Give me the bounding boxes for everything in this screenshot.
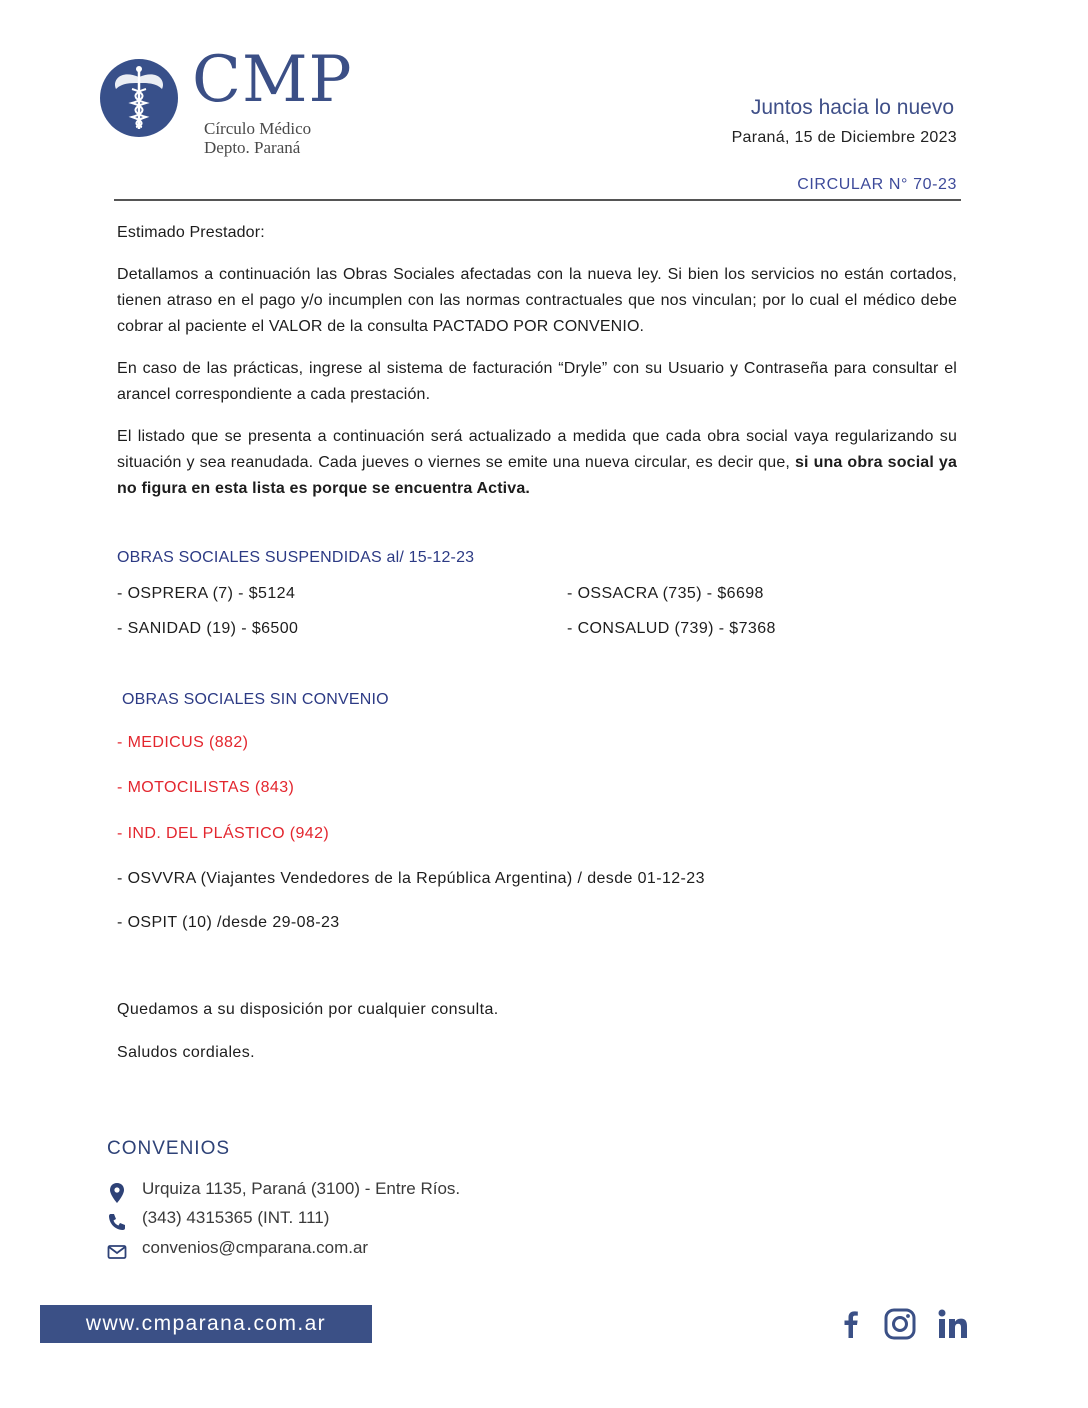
suspended-item: - OSSACRA (735) - $6698 bbox=[567, 585, 764, 602]
closing-salutation: Saludos cordiales. bbox=[117, 1044, 255, 1061]
no-agreement-item: - MOTOCILISTAS (843) bbox=[117, 779, 295, 796]
paragraph-3 bbox=[117, 424, 957, 502]
logo-subtitle bbox=[204, 119, 311, 157]
address: Urquiza 1135, Paraná (3100) - Entre Ríos. bbox=[142, 1179, 461, 1198]
no-agreement-section-title: OBRAS SOCIALES SIN CONVENIO bbox=[122, 691, 389, 708]
paragraph-1: Detallamos a continuación las Obras Sociales afectadas con la nueva ley. Si bien los servicios no están cortados, tienen atraso en el pago y/o incumplen con las normas contractuales que nos vinculan; por lo cual el médico debe cobrar al paciente el VALOR de la consulta PACTADO POR CONVENIO. bbox=[117, 266, 957, 335]
logo-subtitle-line-1: Círculo Médico bbox=[204, 119, 312, 138]
logo-subtitle-line-2: Depto. Paraná bbox=[204, 138, 301, 157]
suspended-section-title: OBRAS SOCIALES SUSPENDIDAS al/ 15-12-23 bbox=[117, 549, 475, 566]
instagram-icon[interactable] bbox=[883, 1307, 917, 1341]
linkedin-icon[interactable] bbox=[936, 1307, 970, 1341]
paragraph-3-text: El listado que se presenta a continuación será actualizado a medida que cada obra social vaya regularizando su situación y sea reanudada. Cada jueves o viernes se emite una nueva circular, es decir que, bbox=[117, 428, 957, 471]
no-agreement-item: - OSVVRA (Viajantes Vendedores de la República Argentina) / desde 01-12-23 bbox=[117, 870, 705, 887]
mail-icon bbox=[106, 1241, 128, 1263]
no-agreement-item: - MEDICUS (882) bbox=[117, 734, 249, 751]
logo-emblem bbox=[100, 59, 178, 137]
caduceus-icon bbox=[100, 59, 178, 137]
paragraph-3-emphasis: si una obra social ya no figura en esta lista es porque se encuentra Activa. bbox=[117, 454, 957, 497]
logo-text: CMP bbox=[192, 43, 353, 117]
greeting: Estimado Prestador: bbox=[117, 224, 265, 241]
phone-icon bbox=[106, 1211, 128, 1233]
suspended-item: - CONSALUD (739) - $7368 bbox=[567, 620, 776, 637]
suspended-item: - OSPRERA (7) - $5124 bbox=[117, 585, 296, 602]
date-line: Paraná, 15 de Diciembre 2023 bbox=[731, 129, 957, 146]
paragraph-2: En caso de las prácticas, ingrese al sistema de facturación “Dryle” con su Usuario y Contraseña para consultar el arancel correspondiente a cada prestación. bbox=[117, 360, 957, 403]
closing-line: Quedamos a su disposición por cualquier consulta. bbox=[117, 1001, 499, 1018]
phone-number: (343) 4315365 (INT. 111) bbox=[142, 1208, 330, 1227]
circular-number: CIRCULAR N° 70-23 bbox=[797, 176, 957, 193]
tagline: Juntos hacia lo nuevo bbox=[750, 96, 954, 119]
header-divider bbox=[114, 199, 961, 201]
location-pin-icon bbox=[106, 1182, 128, 1204]
email-link[interactable]: convenios@cmparana.com.ar bbox=[142, 1238, 369, 1257]
suspended-item: - SANIDAD (19) - $6500 bbox=[117, 620, 299, 637]
convenios-title: CONVENIOS bbox=[107, 1138, 231, 1159]
facebook-icon[interactable] bbox=[834, 1307, 868, 1341]
website-link[interactable]: www.cmparana.com.ar bbox=[40, 1305, 372, 1343]
no-agreement-item: - IND. DEL PLÁSTICO (942) bbox=[117, 825, 330, 842]
no-agreement-item: - OSPIT (10) /desde 29-08-23 bbox=[117, 914, 340, 931]
